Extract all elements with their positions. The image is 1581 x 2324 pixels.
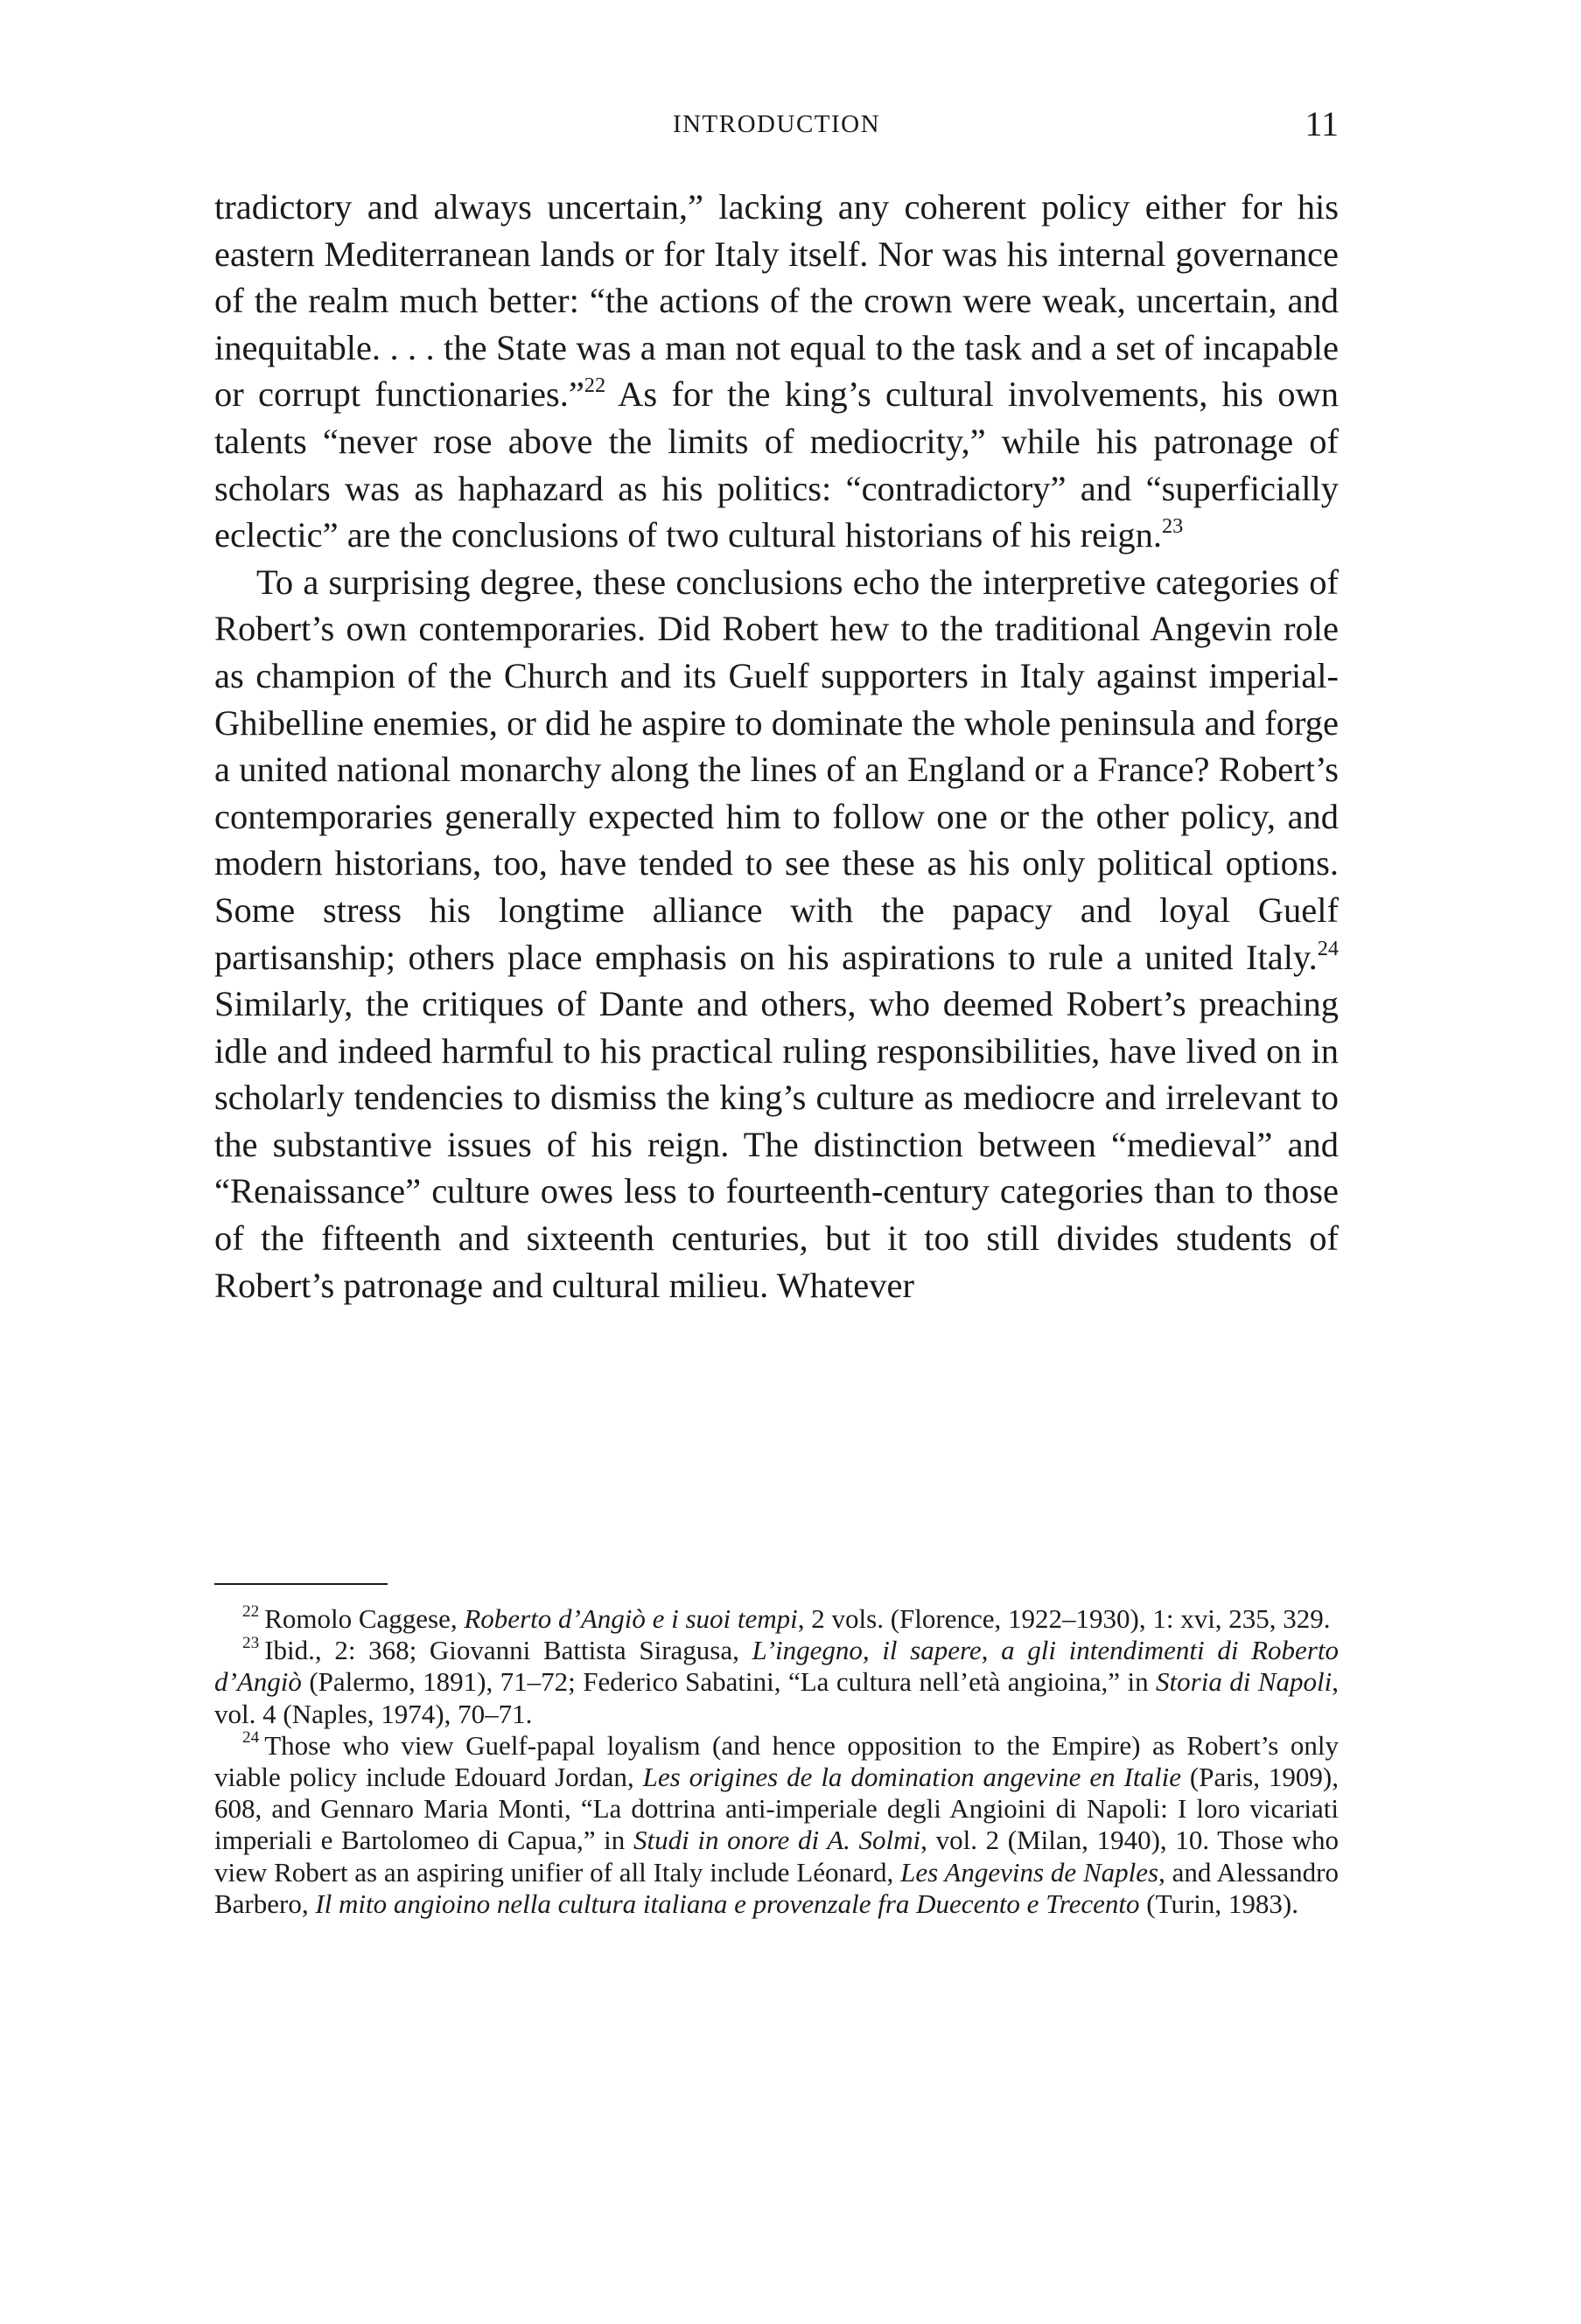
- footnote-text: (Turin, 1983).: [1139, 1888, 1298, 1919]
- paragraph-text: As for the king’s cultural involvements, his own talents “never rose above the limits of mediocrity,” while his patronage of scholars was as haphazard as his politics: “contradictory” and “superficially eclectic” are the conclusions of two cultural historians of his reign.: [214, 374, 1339, 555]
- footnote-number: 22: [242, 1602, 260, 1621]
- footnote-title: Les Angevins de Naples: [900, 1856, 1159, 1888]
- footnote-title: Storia di Napoli: [1156, 1666, 1333, 1698]
- footnote-title: Il mito angioino nella cultura italiana e provenzale fra Duecento e Trecento: [315, 1888, 1140, 1919]
- footnote-text: (Palermo, 1891), 71–72; Federico Sabatini, “La cultura nell’età angioina,” in: [301, 1666, 1157, 1698]
- running-title: INTRODUCTION: [672, 110, 881, 138]
- footnotes: [214, 1603, 1339, 1920]
- footnote-text: , vol. 4 (Naples, 1974), 70–71.: [214, 1666, 1339, 1729]
- page-number: 11: [1305, 104, 1339, 143]
- footnote-text: Ibid., 2: 368; Giovanni Battista Siragusa,: [264, 1635, 752, 1666]
- footnote-text: Romolo Caggese,: [264, 1603, 465, 1634]
- running-head: [214, 103, 1339, 147]
- footnote-title: Les origines de la domination angevine en Italie: [642, 1762, 1181, 1793]
- footnote-ref: 24: [1317, 936, 1339, 960]
- footnote-ref: 23: [1162, 514, 1184, 539]
- body-text: [214, 184, 1339, 1309]
- footnote-title: L’ingegno, il sapere, a gli intendimenti di Roberto d’Angiò: [214, 1635, 1339, 1698]
- paragraph-text: To a surprising degree, these conclusions echo the interpretive categories of Robert’s own contemporaries. Did Robert hew to the traditional Angevin role as champion of the Church and its Guelf supporters in Italy against imperial-Ghibelline enemies, or did he aspire to dominate the whole peninsula and forge a united national monarchy along the lines of an England or a France? Robert’s contemporaries generally expected him to follow one or the other policy, and modern historians, too, have tended to see these as his only political options. Some stress his longtime alliance with the papacy and loyal Guelf partisanship; others place emphasis on his aspirations to rule a united Italy.: [214, 562, 1339, 977]
- footnote-23: [214, 1635, 1339, 1730]
- footnote-title: Studi in onore di A. Solmi: [633, 1825, 921, 1856]
- footnote-ref: 22: [584, 373, 606, 398]
- footnote-22: [214, 1603, 1339, 1635]
- footnote-text: Those who view Guelf-papal loyalism (and hence opposition to the Empire) as Robert’s only viable policy include Edouard Jordan,: [214, 1729, 1339, 1793]
- paragraph-text: Similarly, the critiques of Dante and others, who deemed Robert’s preaching idle and indeed harmful to his practical ruling responsibilities, have lived on in scholarly tendencies to dismiss the king’s culture as mediocre and irrelevant to the substantive issues of his reign. The distinction between “medieval” and “Renaissance” culture owes less to fourteenth-century categories than to those of the fifteenth and sixteenth centuries, but it too still divides students of Robert’s patronage and cultural milieu. Whatever: [214, 984, 1339, 1305]
- footnote-24: [214, 1730, 1339, 1920]
- footnote-text: (Paris, 1909), 608, and Gennaro Maria Monti, “La dottrina anti-imperiale degli Angioini di Napoli: I loro vicariati imperiali e Bartolomeo di Capua,” in: [214, 1762, 1340, 1856]
- footnote-number: 23: [242, 1633, 260, 1652]
- paragraph: [214, 559, 1339, 1309]
- footnote-rule: [214, 1583, 388, 1585]
- footnote-number: 24: [242, 1728, 260, 1748]
- footnote-text: , vol. 2 (Milan, 1940), 10. Those who view Robert as an aspiring unifier of all Italy include Léonard,: [214, 1825, 1339, 1888]
- footnote-text: , and Alessandro Barbero,: [214, 1856, 1339, 1919]
- paragraph-text: tradictory and always uncertain,” lacking any coherent policy either for his eastern Mediterranean lands or for Italy itself. Nor was his internal governance of the realm much better: “the actions of the crown were weak, uncertain, and inequitable. . . . the State was a man not equal to the task and a set of incapable or corrupt functionaries.”: [214, 187, 1339, 415]
- footnote-title: Roberto d’Angiò e i suoi tempi: [464, 1603, 798, 1634]
- paragraph: [214, 184, 1339, 559]
- footnote-text: , 2 vols. (Florence, 1922–1930), 1: xvi, 235, 329.: [797, 1603, 1331, 1634]
